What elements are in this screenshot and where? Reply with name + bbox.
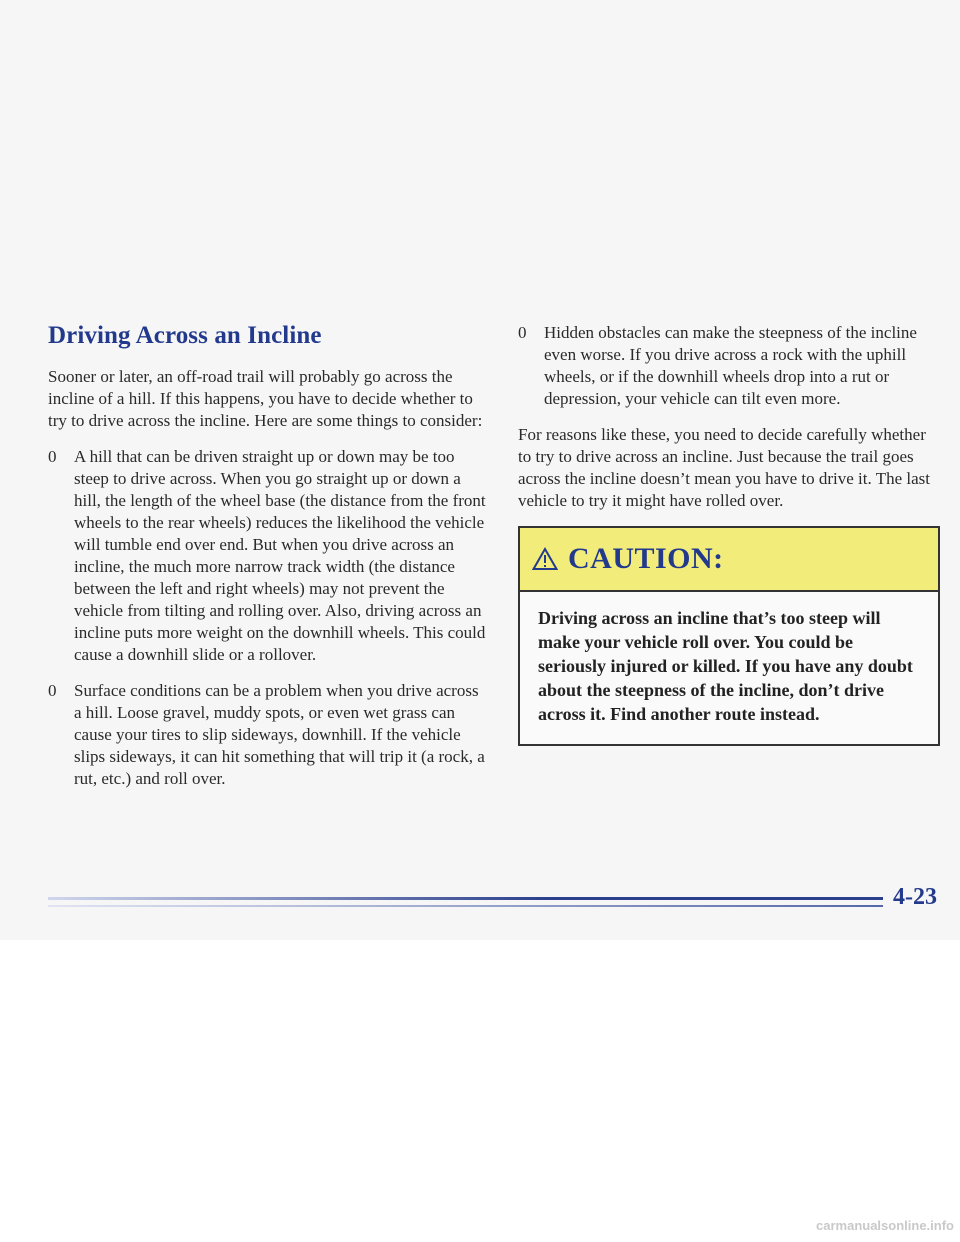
left-bullet-list <box>48 446 488 790</box>
list-item <box>518 322 936 410</box>
caution-title: CAUTION: <box>568 542 724 575</box>
intro-paragraph: Sooner or later, an off-road trail will probably go across the incline of a hill. If this happens, you have to decide whether to try to drive across the incline. Here are some things to consider: <box>48 367 483 430</box>
right-column <box>518 322 936 746</box>
left-column <box>48 322 488 804</box>
caution-text: Driving across an incline that’s too steep will make your vehicle roll over. You could be seriously injured or killed. If you have any doubt about the steepness of the incline, don’t drive across it. Find another route instead. <box>538 608 913 724</box>
bullet-text: Hidden obstacles can make the steepness of the incline even worse. If you drive across a rock with the uphill wheels, or if the downhill wheels drop into a rut or depression, your vehicle can tilt even more. <box>544 323 917 408</box>
footer-rule <box>48 897 883 900</box>
bullet-text: A hill that can be driven straight up or down may be too steep to drive across. When you go straight up or down a hill, the length of the wheel base (the distance from the front wheels to the rear wheels) reduces the likelihood the vehicle will tumble end over end. But when you drive across an incline, the much more narrow track width (the distance between the left and right wheels) may not prevent the vehicle from tilting and rolling over. Also, driving across an incline puts more weight on the downhill wheels. This could cause a downhill slide or a rollover. <box>74 447 486 664</box>
footer-rule-thin <box>48 905 883 907</box>
section-title: Driving Across an Incline <box>48 322 322 349</box>
bullet-glyph: 0 <box>518 323 527 342</box>
right-bullet-list <box>518 322 936 410</box>
caution-header <box>520 528 938 592</box>
bullet-glyph: 0 <box>48 681 57 700</box>
warning-triangle-icon <box>532 547 558 571</box>
bullet-glyph: 0 <box>48 447 57 466</box>
list-item <box>48 446 488 666</box>
bullet-text: Surface conditions can be a problem when you drive across a hill. Loose gravel, muddy spots, or even wet grass can cause your tires to slip sideways, downhill. If the vehicle slips sideways, it can hit something that will trip it (a rock, a rut, etc.) and roll over. <box>74 681 485 788</box>
footer-watermark: carmanualsonline.info <box>816 1218 954 1233</box>
list-item <box>48 680 488 790</box>
page-number: 4-23 <box>893 884 937 910</box>
reasons-paragraph: For reasons like these, you need to decide carefully whether to try to drive across an incline. Just because the trail goes across the incline doesn’t mean you have to drive it. The last vehicle to try it might have rolled over. <box>518 425 930 510</box>
caution-box <box>518 526 940 746</box>
